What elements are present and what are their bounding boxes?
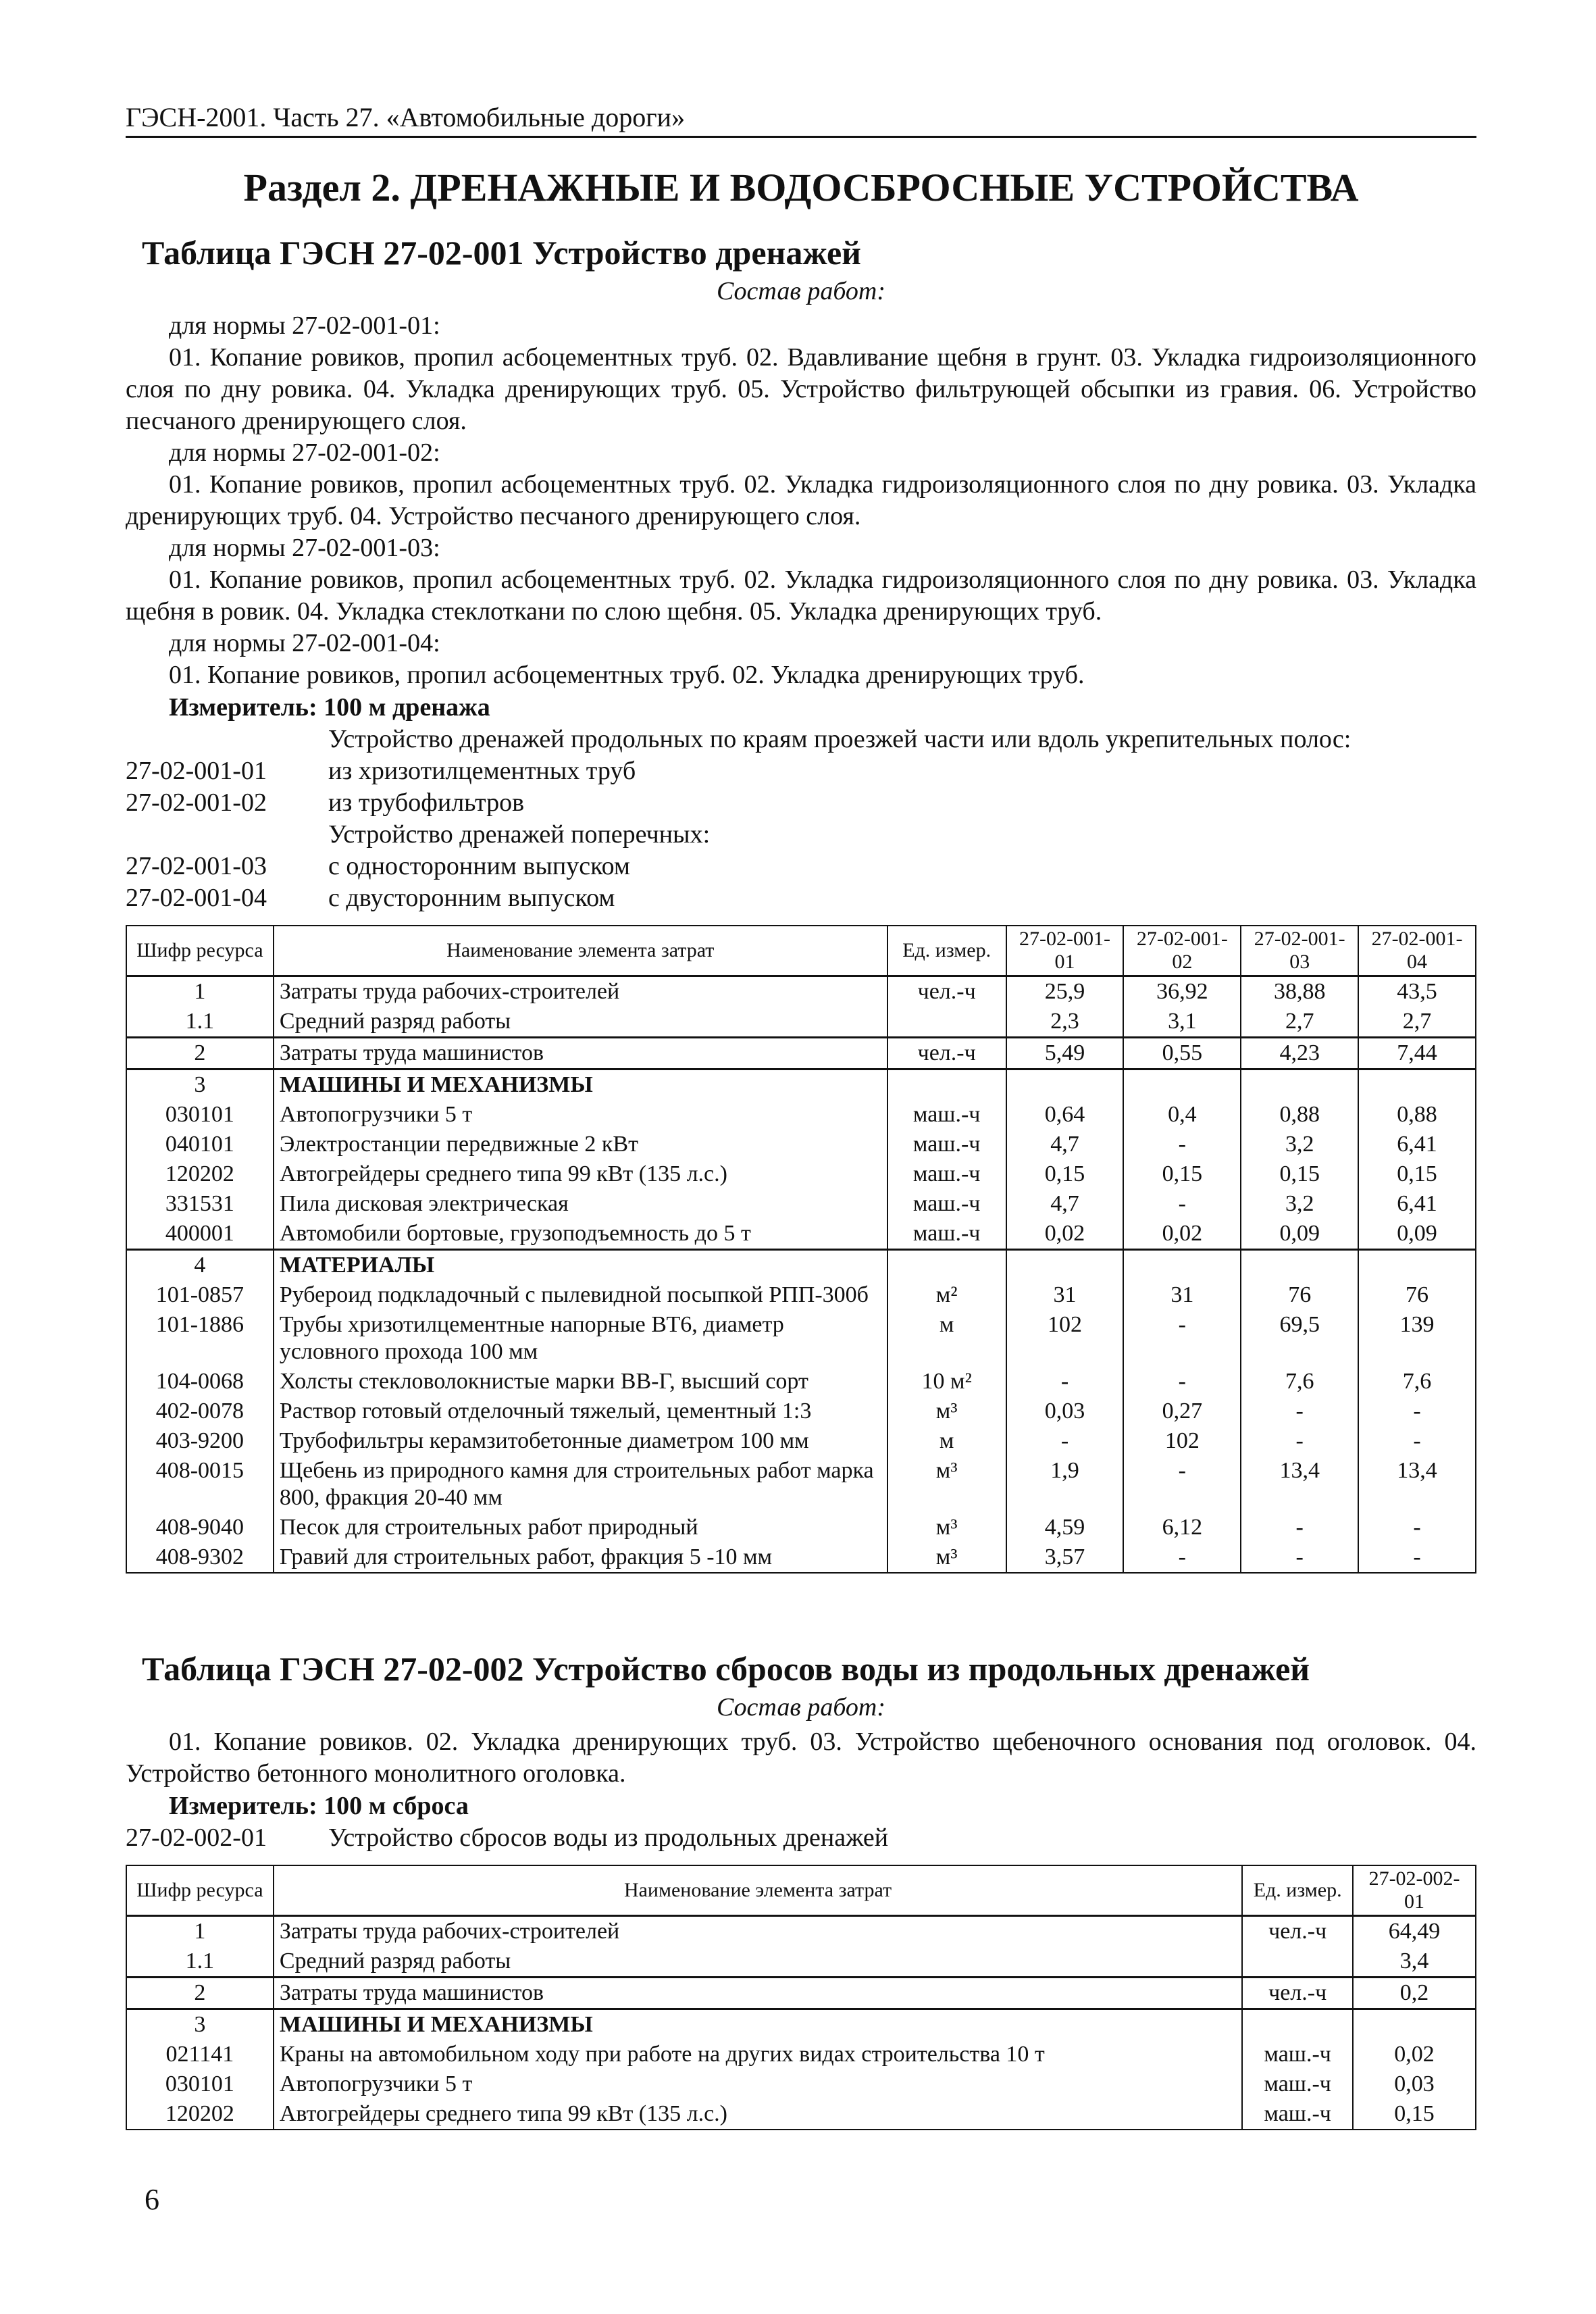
table1-header-col: 27-02-001-03 xyxy=(1241,926,1358,976)
norm-text: 01. Копание ровиков, пропил асбоцементных труб. 02. Укладка гидроизоляционного слоя по дну ровика. 03. Укладка щебня в ровик. 04. Укладка стеклоткани по слою щебня. 05. Укладка дренирующих труб. xyxy=(126,565,1476,626)
cost-element-name: Песок для строительных работ природный xyxy=(274,1513,887,1542)
table1-header-col: 27-02-001-02 xyxy=(1123,926,1241,976)
norm-value: - xyxy=(1241,1542,1358,1573)
document-page xyxy=(126,101,1476,2130)
norm-value xyxy=(1006,1070,1124,1101)
cost-element-name: Затраты труда рабочих-строителей xyxy=(274,976,887,1007)
norm-value: 76 xyxy=(1241,1280,1358,1310)
norm-value: 6,41 xyxy=(1358,1130,1476,1159)
table1-header-name: Наименование элемента затрат xyxy=(274,926,887,976)
cost-element-name: Электростанции передвижные 2 кВт xyxy=(274,1130,887,1159)
norm-text: 01. Копание ровиков, пропил асбоцементных труб. 02. Укладка дренирующих труб. xyxy=(169,661,1085,689)
norm-value xyxy=(1241,1070,1358,1101)
norm-value: 76 xyxy=(1358,1280,1476,1310)
norm-value: - xyxy=(1241,1426,1358,1456)
norm-value: 0,55 xyxy=(1123,1038,1241,1070)
norm-value xyxy=(1241,1250,1358,1281)
norm-value: 3,2 xyxy=(1241,1189,1358,1219)
norm-value xyxy=(1353,2009,1476,2040)
norm-value: 38,88 xyxy=(1241,976,1358,1007)
cost-element-name: Автомобили бортовые, грузоподъемность до 5 т xyxy=(274,1219,887,1250)
resource-code: 403-9200 xyxy=(126,1426,274,1456)
resource-code: 021141 xyxy=(126,2040,274,2069)
resource-code: 1 xyxy=(126,1916,274,1947)
table-row xyxy=(126,1219,1476,1250)
norm-value: 31 xyxy=(1123,1280,1241,1310)
norm-value: 7,44 xyxy=(1358,1038,1476,1070)
norm-value: 102 xyxy=(1123,1426,1241,1456)
resource-code: 3 xyxy=(126,1070,274,1101)
resource-code: 408-0015 xyxy=(126,1456,274,1513)
cost-element-name: Затраты труда машинистов xyxy=(274,1978,1242,2009)
table-row xyxy=(126,1070,1476,1101)
norm-value: 0,15 xyxy=(1358,1159,1476,1189)
norm-value: 0,09 xyxy=(1358,1219,1476,1250)
norm-value: - xyxy=(1123,1456,1241,1513)
resource-code: 4 xyxy=(126,1250,274,1281)
variant-desc: с односторонним выпуском xyxy=(328,852,630,880)
table-row xyxy=(126,1280,1476,1310)
norm-value: 3,2 xyxy=(1241,1130,1358,1159)
table-row xyxy=(126,2009,1476,2040)
table1-header-col: 27-02-001-04 xyxy=(1358,926,1476,976)
cost-element-name: МАШИНЫ И МЕХАНИЗМЫ xyxy=(274,1070,887,1101)
norm-value: - xyxy=(1123,1310,1241,1367)
table-row xyxy=(126,976,1476,1007)
table-row xyxy=(126,1397,1476,1426)
unit: маш.-ч xyxy=(1242,2099,1353,2130)
norm-value: 0,02 xyxy=(1353,2040,1476,2069)
norm-value: 6,12 xyxy=(1123,1513,1241,1542)
unit: маш.-ч xyxy=(1242,2069,1353,2099)
table-row xyxy=(126,1916,1476,1947)
norm-value: - xyxy=(1123,1189,1241,1219)
table-row xyxy=(126,1946,1476,1978)
norm-value: 0,88 xyxy=(1358,1100,1476,1130)
table-row xyxy=(126,1426,1476,1456)
norm-value: 4,59 xyxy=(1006,1513,1124,1542)
variant-row xyxy=(126,755,1476,787)
table2-header-unit: Ед. измер. xyxy=(1242,1865,1353,1916)
table2-variants xyxy=(126,1822,1476,1854)
cost-element-name: Затраты труда машинистов xyxy=(274,1038,887,1070)
running-head: ГЭСН-2001. Часть 27. «Автомобильные дороги» xyxy=(126,101,1476,138)
unit xyxy=(1242,2009,1353,2040)
table2-title: Таблица ГЭСН 27-02-002 Устройство сбросов воды из продольных дренажей xyxy=(142,1650,1310,1688)
variant-desc: из трубофильтров xyxy=(328,788,525,817)
table-row xyxy=(126,1100,1476,1130)
unit xyxy=(887,1007,1006,1038)
unit: м³ xyxy=(887,1397,1006,1426)
cost-element-name: Рубероид подкладочный с пылевидной посыпкой РПП-300б xyxy=(274,1280,887,1310)
table2-cost-table xyxy=(126,1865,1476,2130)
norm-value: - xyxy=(1358,1542,1476,1573)
resource-code: 2 xyxy=(126,1978,274,2009)
unit: маш.-ч xyxy=(887,1159,1006,1189)
norm-value xyxy=(1123,1070,1241,1101)
section-title: Раздел 2. ДРЕНАЖНЫЕ И ВОДОСБРОСНЫЕ УСТРОЙСТВА xyxy=(243,166,1359,209)
table-row xyxy=(126,1159,1476,1189)
norm-text: 01. Копание ровиков, пропил асбоцементных труб. 02. Вдавливание щебня в грунт. 03. Укладка гидроизоляционного слоя по дну ровика. 04. Укладка дренирующих труб. 05. Устройство фильтрующей обсыпки из гравия. 06. Устройство песчаного дренирующего слоя. xyxy=(126,343,1476,435)
norm-value: - xyxy=(1241,1513,1358,1542)
cost-element-name: Средний разряд работы xyxy=(274,1007,887,1038)
variant-code: 27-02-001-03 xyxy=(126,852,267,880)
norm-value: 43,5 xyxy=(1358,976,1476,1007)
resource-code: 1 xyxy=(126,976,274,1007)
norm-value: 0,15 xyxy=(1241,1159,1358,1189)
norm-label: для нормы 27-02-001-03: xyxy=(169,534,440,562)
unit xyxy=(887,1250,1006,1281)
norm-label: для нормы 27-02-001-01: xyxy=(169,311,440,340)
cost-element-name: Трубофильтры керамзитобетонные диаметром 100 мм xyxy=(274,1426,887,1456)
unit: м² xyxy=(887,1280,1006,1310)
table1-variants2 xyxy=(126,851,1476,914)
unit: м xyxy=(887,1426,1006,1456)
table2-composition-text: 01. Копание ровиков. 02. Укладка дренирующих труб. 03. Устройство щебеночного основания под оголовок. 04. Устройство бетонного монолитного оголовка. xyxy=(126,1728,1476,1788)
table-row xyxy=(126,1542,1476,1573)
variant-desc: с двусторонним выпуском xyxy=(328,884,615,912)
variant-row xyxy=(126,882,1476,914)
norm-value: 0,03 xyxy=(1353,2069,1476,2099)
table-row xyxy=(126,1367,1476,1397)
unit: чел.-ч xyxy=(1242,1916,1353,1947)
cost-element-name: Затраты труда рабочих-строителей xyxy=(274,1916,1242,1947)
table2-composition-label: Состав работ: xyxy=(716,1693,886,1721)
table2-header-name: Наименование элемента затрат xyxy=(274,1865,1242,1916)
norm-value: - xyxy=(1123,1367,1241,1397)
norm-value: - xyxy=(1241,1397,1358,1426)
unit: м³ xyxy=(887,1456,1006,1513)
cost-element-name: Автогрейдеры среднего типа 99 кВт (135 л.с.) xyxy=(274,1159,887,1189)
norm-value xyxy=(1358,1070,1476,1101)
resource-code: 120202 xyxy=(126,2099,274,2130)
norm-value: 3,57 xyxy=(1006,1542,1124,1573)
cost-element-name: Автогрейдеры среднего типа 99 кВт (135 л.с.) xyxy=(274,2099,1242,2130)
resource-code: 400001 xyxy=(126,1219,274,1250)
norm-label: для нормы 27-02-001-02: xyxy=(169,438,440,467)
resource-code: 408-9040 xyxy=(126,1513,274,1542)
variant-code: 27-02-001-02 xyxy=(126,788,267,817)
resource-code: 1.1 xyxy=(126,1946,274,1978)
norm-value: 36,92 xyxy=(1123,976,1241,1007)
resource-code: 402-0078 xyxy=(126,1397,274,1426)
cost-element-name: Пила дисковая электрическая xyxy=(274,1189,887,1219)
table2-meter: Измеритель: 100 м сброса xyxy=(169,1792,469,1820)
cost-element-name: Холсты стекловолокнистые марки ВВ-Г, высший сорт xyxy=(274,1367,887,1397)
norm-value: 25,9 xyxy=(1006,976,1124,1007)
unit: чел.-ч xyxy=(1242,1978,1353,2009)
norm-value: - xyxy=(1358,1426,1476,1456)
resource-code: 101-0857 xyxy=(126,1280,274,1310)
norm-value: 5,49 xyxy=(1006,1038,1124,1070)
table-row xyxy=(126,1456,1476,1513)
table1-variants1 xyxy=(126,755,1476,819)
norm-value: 0,09 xyxy=(1241,1219,1358,1250)
table-row xyxy=(126,1038,1476,1070)
unit: чел.-ч xyxy=(887,1038,1006,1070)
norm-value xyxy=(1358,1250,1476,1281)
page-number: 6 xyxy=(145,2183,159,2216)
norm-value: - xyxy=(1123,1130,1241,1159)
unit: маш.-ч xyxy=(887,1189,1006,1219)
norm-value: 13,4 xyxy=(1241,1456,1358,1513)
unit: маш.-ч xyxy=(887,1100,1006,1130)
norm-value: - xyxy=(1358,1397,1476,1426)
unit: чел.-ч xyxy=(887,976,1006,1007)
norm-value: - xyxy=(1358,1513,1476,1542)
table1-group1: Устройство дренажей продольных по краям проезжей части или вдоль укрепительных полос: xyxy=(328,725,1352,753)
table1-norms xyxy=(126,310,1476,691)
norm-value: 0,2 xyxy=(1353,1978,1476,2009)
table-row xyxy=(126,1130,1476,1159)
unit: м xyxy=(887,1310,1006,1367)
resource-code: 104-0068 xyxy=(126,1367,274,1397)
unit: м³ xyxy=(887,1513,1006,1542)
cost-element-name: Краны на автомобильном ходу при работе на других видах строительства 10 т xyxy=(274,2040,1242,2069)
variant-code: 27-02-001-01 xyxy=(126,757,267,785)
variant-code: 27-02-001-04 xyxy=(126,884,267,912)
table-row xyxy=(126,1250,1476,1281)
resource-code: 030101 xyxy=(126,1100,274,1130)
norm-value: 31 xyxy=(1006,1280,1124,1310)
cost-element-name: Автопогрузчики 5 т xyxy=(274,2069,1242,2099)
norm-value: 69,5 xyxy=(1241,1310,1358,1367)
norm-value: 0,64 xyxy=(1006,1100,1124,1130)
table-row xyxy=(126,1310,1476,1367)
norm-value: 3,4 xyxy=(1353,1946,1476,1978)
resource-code: 040101 xyxy=(126,1130,274,1159)
norm-value: 13,4 xyxy=(1358,1456,1476,1513)
table1-composition-label: Состав работ: xyxy=(716,277,886,305)
table1-header-code: Шифр ресурса xyxy=(126,926,274,976)
norm-value: 4,7 xyxy=(1006,1130,1124,1159)
norm-value: 2,7 xyxy=(1358,1007,1476,1038)
variant-row xyxy=(126,787,1476,819)
table1-header-col: 27-02-001-01 xyxy=(1006,926,1124,976)
norm-value: - xyxy=(1006,1426,1124,1456)
table1-group2: Устройство дренажей поперечных: xyxy=(328,820,711,849)
table2-header-col: 27-02-002-01 xyxy=(1353,1865,1476,1916)
unit: маш.-ч xyxy=(887,1130,1006,1159)
variant-desc: Устройство сбросов воды из продольных дренажей xyxy=(328,1823,889,1852)
cost-element-name: Автопогрузчики 5 т xyxy=(274,1100,887,1130)
variant-code: 27-02-002-01 xyxy=(126,1823,267,1852)
norm-value: 0,15 xyxy=(1353,2099,1476,2130)
norm-value: 0,15 xyxy=(1123,1159,1241,1189)
variant-row xyxy=(126,1822,1476,1854)
resource-code: 030101 xyxy=(126,2069,274,2099)
norm-value: 2,3 xyxy=(1006,1007,1124,1038)
norm-value: 0,02 xyxy=(1006,1219,1124,1250)
norm-text: 01. Копание ровиков, пропил асбоцементных труб. 02. Укладка гидроизоляционного слоя по дну ровика. 03. Укладка дренирующих труб. 04. Устройство песчаного дренирующего слоя. xyxy=(126,470,1476,530)
norm-value: 0,03 xyxy=(1006,1397,1124,1426)
norm-value: 3,1 xyxy=(1123,1007,1241,1038)
cost-element-name: Средний разряд работы xyxy=(274,1946,1242,1978)
cost-element-name: МАТЕРИАЛЫ xyxy=(274,1250,887,1281)
table-row xyxy=(126,1513,1476,1542)
norm-value xyxy=(1006,1250,1124,1281)
unit xyxy=(1242,1946,1353,1978)
norm-value: 7,6 xyxy=(1241,1367,1358,1397)
norm-value: - xyxy=(1006,1367,1124,1397)
norm-value: 1,9 xyxy=(1006,1456,1124,1513)
resource-code: 2 xyxy=(126,1038,274,1070)
resource-code: 3 xyxy=(126,2009,274,2040)
cost-element-name: МАШИНЫ И МЕХАНИЗМЫ xyxy=(274,2009,1242,2040)
table2-header-code: Шифр ресурса xyxy=(126,1865,274,1916)
norm-value: 0,15 xyxy=(1006,1159,1124,1189)
table-row xyxy=(126,1007,1476,1038)
norm-value: 0,27 xyxy=(1123,1397,1241,1426)
cost-element-name: Гравий для строительных работ, фракция 5 -10 мм xyxy=(274,1542,887,1573)
unit: 10 м² xyxy=(887,1367,1006,1397)
variant-desc: из хризотилцементных труб xyxy=(328,757,636,785)
resource-code: 331531 xyxy=(126,1189,274,1219)
unit: м³ xyxy=(887,1542,1006,1573)
norm-value: 102 xyxy=(1006,1310,1124,1367)
table-row xyxy=(126,1978,1476,2009)
norm-value: 4,23 xyxy=(1241,1038,1358,1070)
norm-value: 64,49 xyxy=(1353,1916,1476,1947)
variant-row xyxy=(126,851,1476,882)
unit: маш.-ч xyxy=(1242,2040,1353,2069)
table1-title: Таблица ГЭСН 27-02-001 Устройство дренажей xyxy=(142,234,861,272)
norm-value: 4,7 xyxy=(1006,1189,1124,1219)
table-row xyxy=(126,1189,1476,1219)
norm-value: 2,7 xyxy=(1241,1007,1358,1038)
table1-cost-table xyxy=(126,925,1476,1574)
unit xyxy=(887,1070,1006,1101)
norm-value: 139 xyxy=(1358,1310,1476,1367)
norm-value: 0,02 xyxy=(1123,1219,1241,1250)
table1-header-unit: Ед. измер. xyxy=(887,926,1006,976)
table-row xyxy=(126,2069,1476,2099)
resource-code: 101-1886 xyxy=(126,1310,274,1367)
resource-code: 120202 xyxy=(126,1159,274,1189)
cost-element-name: Раствор готовый отделочный тяжелый, цементный 1:3 xyxy=(274,1397,887,1426)
cost-element-name: Щебень из природного камня для строительных работ марка 800, фракция 20-40 мм xyxy=(274,1456,887,1513)
resource-code: 1.1 xyxy=(126,1007,274,1038)
resource-code: 408-9302 xyxy=(126,1542,274,1573)
norm-value: 7,6 xyxy=(1358,1367,1476,1397)
norm-value: 0,4 xyxy=(1123,1100,1241,1130)
norm-value: 0,88 xyxy=(1241,1100,1358,1130)
norm-value: 6,41 xyxy=(1358,1189,1476,1219)
table-row xyxy=(126,2099,1476,2130)
unit: маш.-ч xyxy=(887,1219,1006,1250)
norm-label: для нормы 27-02-001-04: xyxy=(169,629,440,657)
norm-value: - xyxy=(1123,1542,1241,1573)
norm-value xyxy=(1123,1250,1241,1281)
table-row xyxy=(126,2040,1476,2069)
cost-element-name: Трубы хризотилцементные напорные ВТ6, диаметр условного прохода 100 мм xyxy=(274,1310,887,1367)
table1-meter: Измеритель: 100 м дренажа xyxy=(169,693,490,722)
